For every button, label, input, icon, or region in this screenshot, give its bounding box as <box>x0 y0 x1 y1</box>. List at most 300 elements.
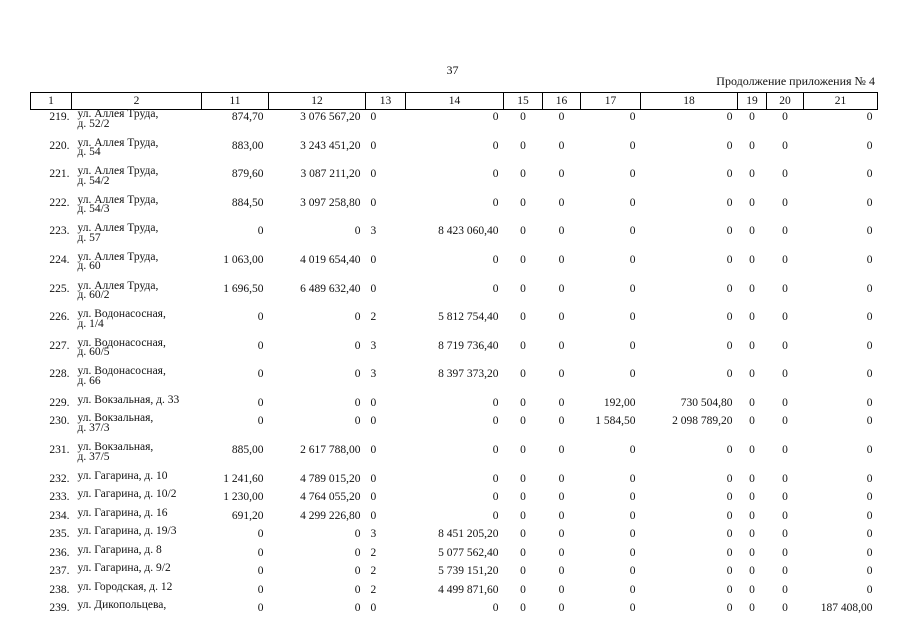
row-number: 223. <box>49 225 70 238</box>
cell-col-18: 0 <box>726 509 733 522</box>
cell-col-21: 0 <box>866 472 873 485</box>
cell-col-11: 883,00 <box>231 139 264 152</box>
cell-col-14: 0 <box>492 602 499 615</box>
cell-col-12: 0 <box>354 311 361 324</box>
address-line: ул. Аллея Труда, <box>77 136 159 149</box>
address-cell <box>72 167 202 196</box>
cell-col-11: 879,60 <box>231 168 264 181</box>
row-number: 237. <box>49 565 70 578</box>
cell-col-17: 192,00 <box>603 396 636 409</box>
cell-col-12: 4 789 015,20 <box>300 472 361 485</box>
cell-col-19: 0 <box>749 583 755 596</box>
cell-col-15: 0 <box>520 339 526 352</box>
cell-col-21: 0 <box>866 168 873 181</box>
cell-col-15: 0 <box>520 225 526 238</box>
cell-col-17: 0 <box>629 253 636 266</box>
cell-col-11: 0 <box>257 339 264 352</box>
cell-col-14: 8 397 373,20 <box>438 368 499 381</box>
row-number: 225. <box>49 282 70 295</box>
cell-col-18: 0 <box>726 225 733 238</box>
cell-col-16: 0 <box>558 311 565 324</box>
cell-col-12: 0 <box>354 546 361 559</box>
cell-col-20: 0 <box>782 139 788 152</box>
cell-col-15: 0 <box>520 528 526 541</box>
appendix-title: Продолжение приложения № 4 <box>716 74 875 88</box>
row-number: 220. <box>49 139 70 152</box>
address-line: ул. Аллея Труда, <box>77 222 159 235</box>
cell-col-14: 4 499 871,60 <box>438 583 499 596</box>
cell-col-20: 0 <box>782 444 788 457</box>
cell-col-16: 0 <box>558 253 565 266</box>
cell-col-20: 0 <box>782 368 788 381</box>
cell-col-18: 0 <box>726 168 733 181</box>
cell-col-17: 0 <box>629 444 636 457</box>
cell-col-14: 5 812 754,40 <box>438 311 499 324</box>
cell-col-19: 0 <box>749 311 755 324</box>
cell-col-13: 0 <box>370 168 377 181</box>
cell-col-16: 0 <box>558 139 565 152</box>
table-row <box>31 527 878 546</box>
cell-col-13: 0 <box>370 602 377 615</box>
cell-col-18: 0 <box>726 196 733 209</box>
cell-col-17: 0 <box>629 368 636 381</box>
cell-col-19: 0 <box>749 396 755 409</box>
cell-col-21: 0 <box>866 225 873 238</box>
address-line: ул. Гагарина, д. 8 <box>77 543 162 556</box>
cell-col-11: 1 063,00 <box>223 253 264 266</box>
cell-col-20: 0 <box>782 602 788 615</box>
cell-col-15: 0 <box>520 196 526 209</box>
cell-col-14: 8 719 736,40 <box>438 339 499 352</box>
cell-col-17: 0 <box>629 528 636 541</box>
cell-col-17: 0 <box>629 168 636 181</box>
cell-col-20: 0 <box>782 168 788 181</box>
cell-col-15: 0 <box>520 253 526 266</box>
cell-col-11: 0 <box>257 415 264 428</box>
address-line: ул. Гагарина, д. 10/2 <box>77 488 177 501</box>
cell-col-20: 0 <box>782 111 788 123</box>
cell-col-21: 0 <box>866 139 873 152</box>
row-number: 233. <box>49 491 70 504</box>
cell-col-19: 0 <box>749 339 755 352</box>
cell-col-12: 0 <box>354 225 361 238</box>
cell-col-20: 0 <box>782 472 788 485</box>
cell-col-13: 0 <box>370 253 377 266</box>
row-number: 238. <box>49 583 70 596</box>
cell-col-15: 0 <box>520 565 526 578</box>
cell-col-16: 0 <box>558 111 565 123</box>
cell-col-16: 0 <box>558 339 565 352</box>
cell-col-13: 3 <box>370 528 377 541</box>
row-number: 234. <box>49 509 70 522</box>
cell-col-18: 0 <box>726 546 733 559</box>
cell-col-14: 0 <box>492 396 499 409</box>
cell-col-15: 0 <box>520 311 526 324</box>
address-line: ул. Аллея Труда, <box>77 250 159 263</box>
table-row <box>31 490 878 509</box>
row-number: 239. <box>49 602 70 615</box>
cell-col-20: 0 <box>782 509 788 522</box>
cell-col-20: 0 <box>782 339 788 352</box>
cell-col-14: 0 <box>492 168 499 181</box>
row-number: 222. <box>49 196 70 209</box>
cell-col-19: 0 <box>749 415 755 428</box>
table-row <box>31 443 878 472</box>
cell-col-14: 0 <box>492 509 499 522</box>
cell-col-17: 0 <box>629 196 636 209</box>
cell-col-20: 0 <box>782 396 788 409</box>
column-header-21: 21 <box>804 93 878 110</box>
cell-col-17: 0 <box>629 311 636 324</box>
column-header-12: 12 <box>269 93 366 110</box>
row-number: 228. <box>49 368 70 381</box>
table-body <box>31 110 878 620</box>
row-number: 235. <box>49 528 70 541</box>
cell-col-18: 0 <box>726 602 733 615</box>
table-row <box>31 196 878 225</box>
cell-col-16: 0 <box>558 509 565 522</box>
cell-col-18: 0 <box>726 444 733 457</box>
cell-col-11: 1 230,00 <box>223 491 264 504</box>
cell-col-19: 0 <box>749 196 755 209</box>
cell-col-19: 0 <box>749 139 755 152</box>
cell-col-15: 0 <box>520 168 526 181</box>
cell-col-14: 0 <box>492 415 499 428</box>
cell-col-20: 0 <box>782 253 788 266</box>
address-line: ул. Городская, д. 12 <box>77 580 173 593</box>
cell-col-16: 0 <box>558 415 565 428</box>
column-header-11: 11 <box>202 93 269 110</box>
cell-col-11: 0 <box>257 546 264 559</box>
data-table-container <box>30 92 877 620</box>
cell-col-19: 0 <box>749 253 755 266</box>
cell-col-21: 0 <box>866 282 873 295</box>
cell-col-21: 187 408,00 <box>820 602 873 615</box>
cell-col-21: 0 <box>866 528 873 541</box>
table-row <box>31 310 878 339</box>
address-line: ул. Дикопольцева, <box>77 599 167 612</box>
address-line: д. 54 <box>77 146 101 159</box>
cell-col-18: 0 <box>726 528 733 541</box>
cell-col-17: 0 <box>629 225 636 238</box>
cell-col-19: 0 <box>749 111 755 123</box>
cell-col-16: 0 <box>558 444 565 457</box>
cell-col-17: 1 584,50 <box>595 415 636 428</box>
address-line: д. 37/3 <box>77 421 110 434</box>
cell-col-16: 0 <box>558 491 565 504</box>
cell-col-11: 0 <box>257 528 264 541</box>
cell-col-15: 0 <box>520 546 526 559</box>
cell-col-13: 0 <box>370 111 377 123</box>
cell-col-13: 0 <box>370 444 377 457</box>
cell-col-18: 2 098 789,20 <box>672 415 733 428</box>
cell-col-12: 0 <box>354 396 361 409</box>
cell-col-12: 0 <box>354 565 361 578</box>
cell-col-15: 0 <box>520 368 526 381</box>
cell-col-21: 0 <box>866 311 873 324</box>
column-header-15: 15 <box>504 93 543 110</box>
table-row <box>31 282 878 311</box>
cell-col-19: 0 <box>749 444 755 457</box>
cell-col-14: 0 <box>492 472 499 485</box>
address-line: ул. Аллея Труда, <box>77 279 159 292</box>
cell-col-11: 1 241,60 <box>223 472 264 485</box>
cell-col-11: 691,20 <box>231 509 264 522</box>
cell-col-14: 0 <box>492 111 499 123</box>
cell-col-16: 0 <box>558 565 565 578</box>
address-cell <box>72 336 202 368</box>
cell-col-12: 0 <box>354 528 361 541</box>
cell-col-12: 4 299 226,80 <box>300 509 361 522</box>
cell-col-15: 0 <box>520 491 526 504</box>
cell-col-11: 0 <box>257 311 264 324</box>
cell-col-15: 0 <box>520 602 526 615</box>
address-cell <box>72 527 202 546</box>
address-cell <box>72 490 202 509</box>
table-row <box>31 339 878 368</box>
table-row <box>31 253 878 282</box>
data-table <box>30 92 878 620</box>
cell-col-18: 0 <box>726 111 733 123</box>
cell-col-15: 0 <box>520 472 526 485</box>
column-header-16: 16 <box>543 93 581 110</box>
cell-col-18: 0 <box>726 583 733 596</box>
address-cell <box>72 310 202 339</box>
address-cell <box>72 367 202 396</box>
table-row <box>31 414 878 443</box>
cell-col-11: 885,00 <box>231 444 264 457</box>
cell-col-18: 0 <box>726 565 733 578</box>
cell-col-14: 0 <box>492 196 499 209</box>
cell-col-12: 0 <box>354 415 361 428</box>
cell-col-15: 0 <box>520 282 526 295</box>
cell-col-12: 0 <box>354 583 361 596</box>
table-row <box>31 396 878 415</box>
address-line: ул. Вокзальная, д. 33 <box>77 393 180 406</box>
column-header-2: 2 <box>72 93 202 110</box>
cell-col-15: 0 <box>520 509 526 522</box>
cell-col-20: 0 <box>782 528 788 541</box>
cell-col-17: 0 <box>629 602 636 615</box>
cell-col-12: 3 243 451,20 <box>300 139 361 152</box>
cell-col-13: 3 <box>370 225 377 238</box>
cell-col-17: 0 <box>629 583 636 596</box>
cell-col-19: 0 <box>749 472 755 485</box>
cell-col-16: 0 <box>558 528 565 541</box>
cell-col-21: 0 <box>866 253 873 266</box>
address-line: ул. Гагарина, д. 16 <box>77 506 168 519</box>
address-line: д. 52/2 <box>77 117 110 130</box>
cell-col-20: 0 <box>782 491 788 504</box>
cell-col-14: 0 <box>492 139 499 152</box>
column-header-1: 1 <box>31 93 72 110</box>
cell-col-17: 0 <box>629 139 636 152</box>
address-line: ул. Аллея Труда, <box>77 165 159 178</box>
address-line: ул. Водонасосная, <box>77 336 166 349</box>
cell-col-17: 0 <box>629 546 636 559</box>
table-row <box>31 224 878 253</box>
cell-col-18: 0 <box>726 368 733 381</box>
cell-col-13: 0 <box>370 139 377 152</box>
table-header-row <box>31 93 878 110</box>
cell-col-11: 0 <box>257 225 264 238</box>
address-line: ул. Аллея Труда, <box>77 108 159 120</box>
cell-col-14: 5 739 151,20 <box>438 565 499 578</box>
cell-col-11: 1 696,50 <box>223 282 264 295</box>
cell-col-16: 0 <box>558 396 565 409</box>
address-cell <box>72 250 202 282</box>
cell-col-14: 5 077 562,40 <box>438 546 499 559</box>
row-number: 230. <box>49 415 70 428</box>
cell-col-14: 8 423 060,40 <box>438 225 499 238</box>
address-line: ул. Гагарина, д. 10 <box>77 469 168 482</box>
cell-col-13: 0 <box>370 196 377 209</box>
address-line: ул. Гагарина, д. 19/3 <box>77 525 177 538</box>
column-header-17: 17 <box>581 93 641 110</box>
cell-col-12: 0 <box>354 368 361 381</box>
cell-col-13: 3 <box>370 368 377 381</box>
table-row <box>31 139 878 168</box>
cell-col-12: 4 019 654,40 <box>300 253 361 266</box>
cell-col-16: 0 <box>558 196 565 209</box>
cell-col-18: 0 <box>726 253 733 266</box>
cell-col-13: 0 <box>370 491 377 504</box>
cell-col-20: 0 <box>782 311 788 324</box>
address-cell <box>72 193 202 225</box>
cell-col-21: 0 <box>866 196 873 209</box>
cell-col-14: 0 <box>492 491 499 504</box>
cell-col-17: 0 <box>629 509 636 522</box>
address-line: д. 57 <box>77 231 101 244</box>
cell-col-13: 0 <box>370 396 377 409</box>
cell-col-16: 0 <box>558 583 565 596</box>
cell-col-20: 0 <box>782 415 788 428</box>
cell-col-11: 874,70 <box>231 111 264 123</box>
cell-col-16: 0 <box>558 168 565 181</box>
address-cell <box>72 110 202 139</box>
address-line: д. 54/3 <box>77 203 110 216</box>
cell-col-14: 0 <box>492 253 499 266</box>
address-cell <box>72 601 202 620</box>
cell-col-20: 0 <box>782 565 788 578</box>
row-number: 227. <box>49 339 70 352</box>
cell-col-15: 0 <box>520 111 526 123</box>
cell-col-19: 0 <box>749 368 755 381</box>
cell-col-20: 0 <box>782 583 788 596</box>
address-line: ул. Вокзальная, <box>77 441 154 454</box>
cell-col-16: 0 <box>558 472 565 485</box>
cell-col-11: 0 <box>257 396 264 409</box>
table-row <box>31 601 878 620</box>
cell-col-16: 0 <box>558 225 565 238</box>
cell-col-21: 0 <box>866 415 873 428</box>
table-row <box>31 167 878 196</box>
column-header-19: 19 <box>738 93 767 110</box>
address-line: д. 54/2 <box>77 174 110 187</box>
cell-col-12: 4 764 055,20 <box>300 491 361 504</box>
cell-col-12: 2 617 788,00 <box>300 444 361 457</box>
cell-col-21: 0 <box>866 339 873 352</box>
cell-col-19: 0 <box>749 602 755 615</box>
address-cell <box>72 224 202 253</box>
row-number: 236. <box>49 546 70 559</box>
row-number: 221. <box>49 168 70 181</box>
cell-col-17: 0 <box>629 472 636 485</box>
cell-col-11: 0 <box>257 583 264 596</box>
row-number: 226. <box>49 311 70 324</box>
row-number: 219. <box>49 111 70 123</box>
cell-col-15: 0 <box>520 415 526 428</box>
cell-col-17: 0 <box>629 491 636 504</box>
address-line: ул. Аллея Труда, <box>77 193 159 206</box>
address-line: д. 60 <box>77 260 101 273</box>
cell-col-18: 0 <box>726 311 733 324</box>
table-row <box>31 110 878 139</box>
row-number: 224. <box>49 253 70 266</box>
cell-col-14: 0 <box>492 444 499 457</box>
cell-col-19: 0 <box>749 546 755 559</box>
cell-col-17: 0 <box>629 339 636 352</box>
address-line: д. 60/2 <box>77 289 110 302</box>
cell-col-21: 0 <box>866 444 873 457</box>
cell-col-13: 0 <box>370 282 377 295</box>
address-line: ул. Гагарина, д. 9/2 <box>77 562 171 575</box>
column-header-14: 14 <box>406 93 504 110</box>
address-line: ул. Вокзальная, <box>77 412 154 425</box>
cell-col-18: 0 <box>726 339 733 352</box>
cell-col-15: 0 <box>520 396 526 409</box>
cell-col-21: 0 <box>866 583 873 596</box>
column-header-18: 18 <box>641 93 738 110</box>
cell-col-21: 0 <box>866 509 873 522</box>
cell-col-11: 0 <box>257 565 264 578</box>
cell-col-21: 0 <box>866 111 873 123</box>
cell-col-20: 0 <box>782 225 788 238</box>
address-line: ул. Водонасосная, <box>77 365 166 378</box>
cell-col-11: 0 <box>257 368 264 381</box>
cell-col-16: 0 <box>558 546 565 559</box>
address-cell <box>72 279 202 311</box>
column-header-13: 13 <box>366 93 406 110</box>
cell-col-13: 2 <box>370 565 377 578</box>
cell-col-12: 6 489 632,40 <box>300 282 361 295</box>
cell-col-19: 0 <box>749 282 755 295</box>
address-cell <box>72 136 202 168</box>
cell-col-14: 0 <box>492 282 499 295</box>
cell-col-13: 2 <box>370 311 377 324</box>
cell-col-18: 730 504,80 <box>680 396 733 409</box>
table-row <box>31 564 878 583</box>
cell-col-18: 0 <box>726 472 733 485</box>
cell-col-21: 0 <box>866 396 873 409</box>
row-number: 229. <box>49 396 70 409</box>
cell-col-16: 0 <box>558 368 565 381</box>
cell-col-14: 8 451 205,20 <box>438 528 499 541</box>
address-cell <box>72 564 202 583</box>
cell-col-11: 0 <box>257 602 264 615</box>
page-number: 37 <box>446 63 459 77</box>
address-line: д. 37/5 <box>77 450 110 463</box>
cell-col-13: 0 <box>370 415 377 428</box>
cell-col-12: 0 <box>354 339 361 352</box>
cell-col-16: 0 <box>558 602 565 615</box>
cell-col-12: 3 097 258,80 <box>300 196 361 209</box>
cell-col-16: 0 <box>558 282 565 295</box>
row-number: 232. <box>49 472 70 485</box>
cell-col-15: 0 <box>520 444 526 457</box>
cell-col-13: 3 <box>370 339 377 352</box>
column-header-20: 20 <box>767 93 804 110</box>
